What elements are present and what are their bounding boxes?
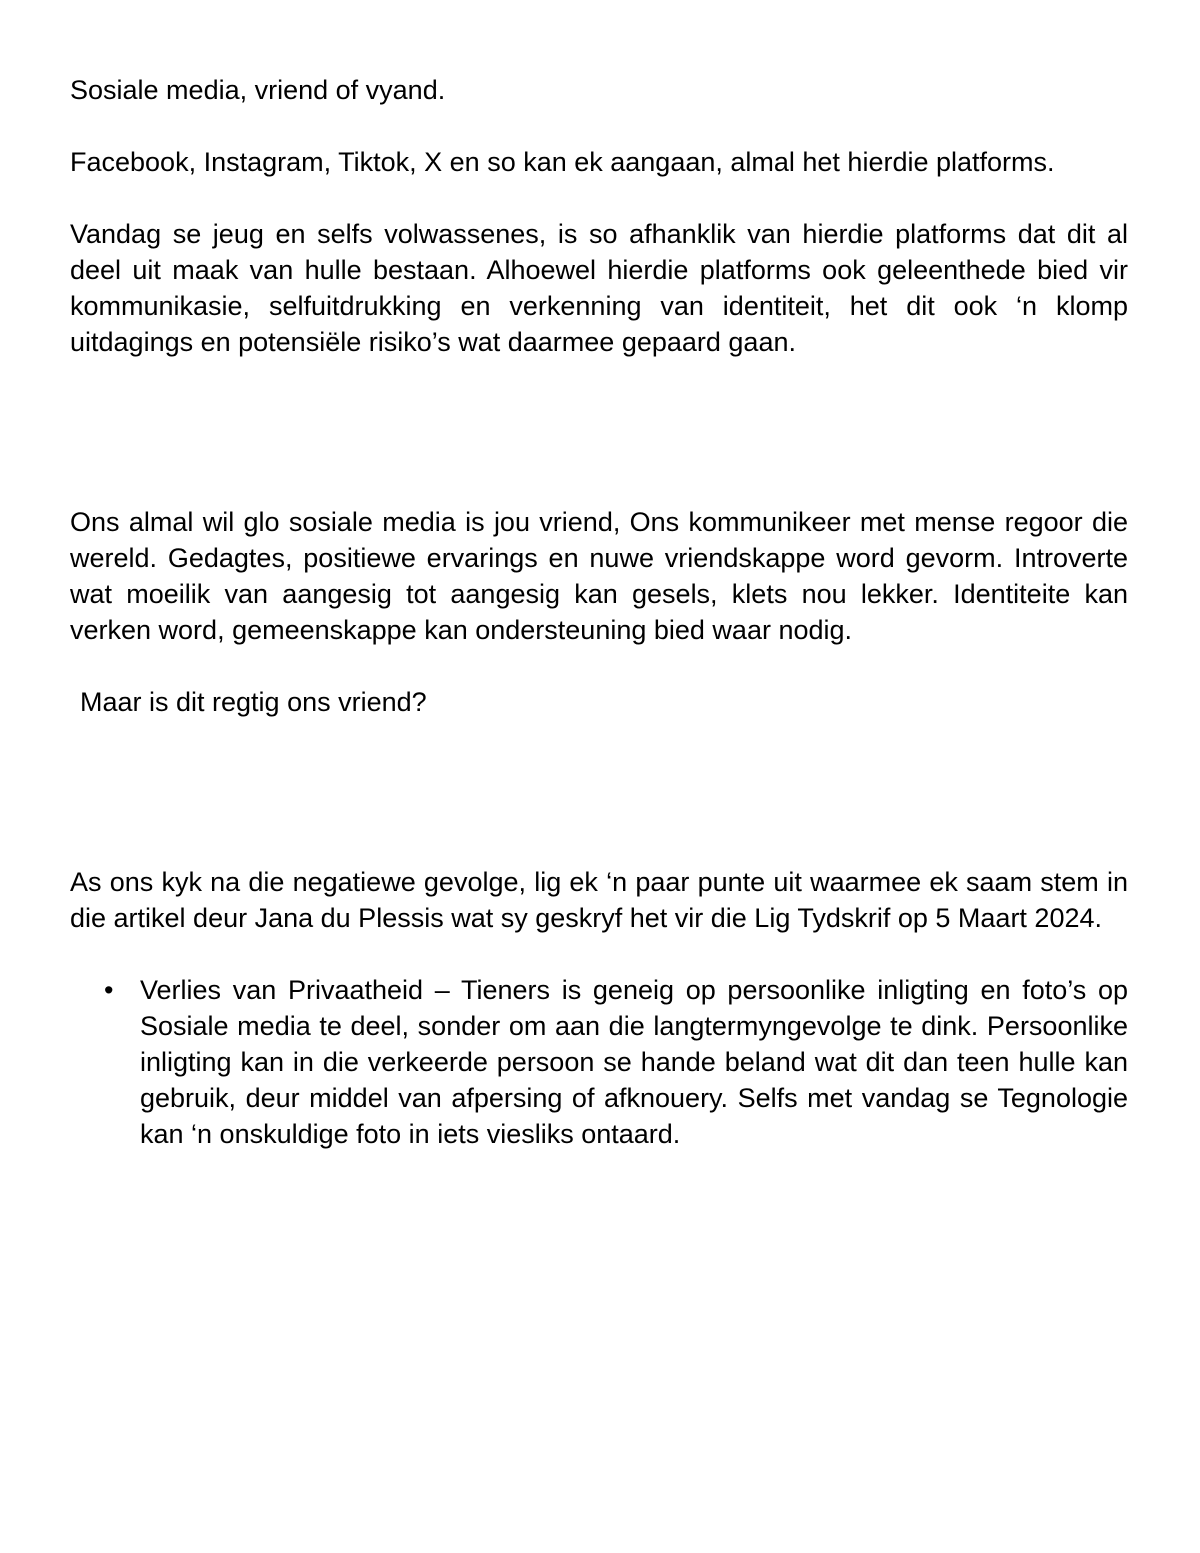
paragraph-friend: Ons almal wil glo sosiale media is jou vriend, Ons kommunikeer met mense regoor die wereld. Gedagtes, positiewe ervarings en nuwe vriendskappe word gevorm. Introverte wat moeilik van aangesig tot aangesig kan gesels, klets nou lekker. Identiteite kan verken word, gemeenskappe kan ondersteuning bied waar nodig. [70, 507, 1128, 645]
bullet-list [70, 972, 1128, 1152]
list-item-text: Verlies van Privaatheid – Tieners is geneig op persoonlike inligting en foto’s op Sosiale media te deel, sonder om aan die langtermyngevolge te dink. Persoonlike inligting kan in die verkeerde persoon se hande beland wat dit dan teen hulle kan gebruik, deur middel van afpersing of afknouery. Selfs met vandag se Tegnologie kan ‘n onskuldige foto in iets viesliks ontaard. [140, 975, 1128, 1149]
document-title: Sosiale media, vriend of vyand. [70, 75, 446, 105]
paragraph-platforms: Facebook, Instagram, Tiktok, X en so kan ek aangaan, almal het hierdie platforms. [70, 147, 1055, 177]
paragraph-negative: As ons kyk na die negatiewe gevolge, lig ek ‘n paar punte uit waarmee ek saam stem in die artikel deur Jana du Plessis wat sy geskryf het vir die Lig Tydskrif op 5 Maart 2024. [70, 867, 1128, 933]
list-item [70, 972, 1128, 1152]
document-page [70, 72, 1128, 1152]
paragraph-question: Maar is dit regtig ons vriend? [80, 687, 427, 717]
bullet-icon: • [104, 975, 114, 1005]
paragraph-dependence: Vandag se jeug en selfs volwassenes, is so afhanklik van hierdie platforms dat dit al deel uit maak van hulle bestaan. Alhoewel hierdie platforms ook geleenthede bied vir kommunikasie, selfuitdrukking en verkenning van identiteit, het dit ook ‘n klomp uitdagings en potensiële risiko’s wat daarmee gepaard gaan. [70, 219, 1128, 357]
